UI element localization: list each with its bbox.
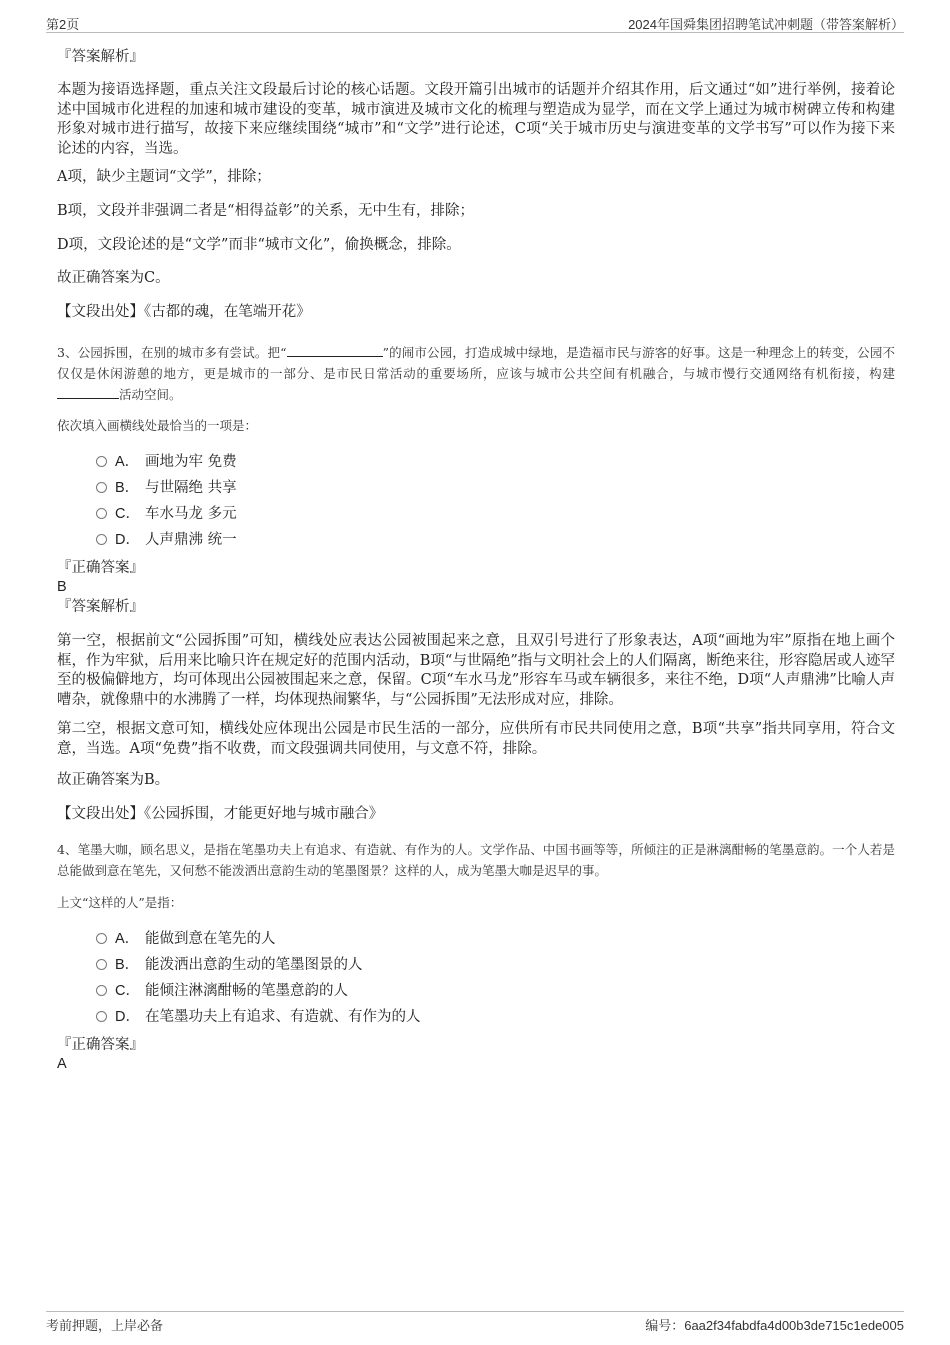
q3-option-d[interactable] — [96, 530, 237, 550]
q3-conclusion: 故正确答案为B。 — [57, 772, 170, 788]
option-letter: A． — [115, 931, 140, 947]
radio-icon[interactable] — [96, 508, 107, 519]
q3-option-a[interactable] — [96, 452, 237, 472]
option-letter: B． — [115, 480, 140, 496]
radio-icon[interactable] — [96, 534, 107, 545]
q3-stem-part1: 3、公园拆围，在别的城市多有尝试。把“ — [57, 345, 287, 360]
q3-analysis-2: 第二空，根据文意可知，横线处应体现出公园是市民生活的一部分，应供所有市民共同使用之意，B项“共享”指共同享用，符合文意，当选。A项“免费”指不收费，而文段强调共同使用，与文意不符，排除。 — [57, 721, 895, 757]
document-id — [645, 1315, 904, 1334]
option-text: 画地为牢 免费 — [145, 454, 237, 470]
q4-correct-answer: A — [57, 1056, 67, 1072]
q2-analysis-paragraph: 本题为接语选择题，重点关注文段最后讨论的核心话题。文段开篇引出城市的话题并介绍其作用，后文通过“如”进行举例，接着论述中国城市化进程的加速和城市建设的变革，城市演进及城市文化的梳理与塑造成为显学，而在文学上通过为城市树碑立传和构建形象对城市进行描写，故接下来应继续围绕“城市”和“文学”进行论述，C项“关于城市历史与演进变革的文学书写”可以作为接下来论述的内容，当选。 — [57, 82, 895, 157]
option-letter: D． — [115, 532, 140, 548]
option-text: 车水马龙 多元 — [145, 506, 237, 522]
q3-prompt: 依次填入画横线处最恰当的一项是： — [57, 418, 258, 433]
page-number: 第2页 — [46, 17, 80, 32]
radio-icon[interactable] — [96, 456, 107, 467]
q3-analysis-label: 『答案解析』 — [57, 599, 144, 615]
q4-stem: 4、笔墨大咖，顾名思义，是指在笔墨功夫上有追求、有造就、有作为的人。文学作品、中国书画等等，所倾注的正是淋漓酣畅的笔墨意韵。一个人若是总能做到意在笔先，又何愁不能泼洒出意韵生动的笔墨图景？这样的人，成为笔墨大咖是迟早的事。 — [57, 842, 895, 878]
page-footer — [46, 1311, 904, 1334]
q3-blank-1 — [287, 344, 383, 357]
document-id-label: 编号： — [645, 1319, 685, 1334]
option-text: 能倾注淋漓酣畅的笔墨意韵的人 — [145, 983, 348, 999]
q4-option-d[interactable] — [96, 1007, 421, 1027]
option-text: 人声鼎沸 统一 — [145, 532, 237, 548]
q3-stem — [57, 342, 895, 405]
option-letter: D． — [115, 1009, 140, 1025]
q4-option-c[interactable] — [96, 981, 348, 1001]
radio-icon[interactable] — [96, 959, 107, 970]
radio-icon[interactable] — [96, 1011, 107, 1022]
q3-correct-answer: B — [57, 579, 67, 595]
q4-option-a[interactable] — [96, 929, 276, 949]
q3-source: 【文段出处】《公园拆围，才能更好地与城市融合》 — [57, 806, 384, 822]
q3-stem-part2: ”的闹市公园，打造成城中绿地，是造福市民与游客的好事。这是一种理念上的转变，公园不仅仅是休闲游憩的地方，更是城市的一部分、是市民日常活动的重要场所，应该与城市公共空间有机融合，与城市慢行交通网络有机衔接，构建 — [57, 345, 895, 381]
q2-conclusion: 故正确答案为C。 — [57, 270, 170, 286]
option-text: 能泼洒出意韵生动的笔墨图景的人 — [145, 957, 363, 973]
q3-analysis-1: 第一空，根据前文“公园拆围”可知，横线处应表达公园被围起来之意，且双引号进行了形象表达，A项“画地为牢”原指在地上画个框，作为牢狱，后用来比喻只许在规定好的范围内活动，B项“与世隔绝”指与文明社会上的人们隔离，断绝来往，形容隐居或人迹罕至的极偏僻地方，均可体现出公园被围起来之意，保留。C项“车水马龙”形容车马或车辆很多，来往不绝，D项“人声鼎沸”比喻人声嘈杂，就像鼎中的水沸腾了一样，均体现热闹繁华，与“公园拆围”无法形成对应，排除。 — [57, 633, 895, 708]
document-title: 2024年国舜集团招聘笔试冲刺题（带答案解析） — [628, 17, 904, 32]
radio-icon[interactable] — [96, 482, 107, 493]
q2-analysis-label: 『答案解析』 — [57, 49, 144, 65]
option-letter: A． — [115, 454, 140, 470]
q4-prompt: 上文“这样的人”是指： — [57, 895, 183, 910]
option-text: 在笔墨功夫上有追求、有造就、有作为的人 — [145, 1009, 421, 1025]
q2-source: 【文段出处】《古都的魂，在笔端开花》 — [57, 304, 311, 320]
q2-exclude-a: A项，缺少主题词“文学”，排除； — [57, 169, 271, 185]
q2-exclude-b: B项，文段并非强调二者是“相得益彰”的关系，无中生有，排除； — [57, 203, 474, 219]
document-id-value: 6aa2f34fabdfa4d00b3de715c1ede005 — [684, 1318, 904, 1333]
q3-correct-label: 『正确答案』 — [57, 560, 144, 576]
option-letter: B． — [115, 957, 140, 973]
footer-slogan: 考前押题，上岸必备 — [46, 1319, 164, 1334]
q3-option-c[interactable] — [96, 504, 237, 524]
radio-icon[interactable] — [96, 933, 107, 944]
option-text: 与世隔绝 共享 — [145, 480, 237, 496]
q4-option-b[interactable] — [96, 955, 363, 975]
option-letter: C． — [115, 506, 140, 522]
q3-option-b[interactable] — [96, 478, 237, 498]
option-letter: C． — [115, 983, 140, 999]
option-text: 能做到意在笔先的人 — [145, 931, 276, 947]
q2-exclude-d: D项，文段论述的是“文学”而非“城市文化”，偷换概念，排除。 — [57, 237, 461, 253]
q3-blank-2 — [57, 386, 119, 399]
q3-stem-part3: 活动空间。 — [119, 387, 182, 402]
q4-correct-label: 『正确答案』 — [57, 1037, 144, 1053]
radio-icon[interactable] — [96, 985, 107, 996]
page-header — [46, 12, 904, 33]
